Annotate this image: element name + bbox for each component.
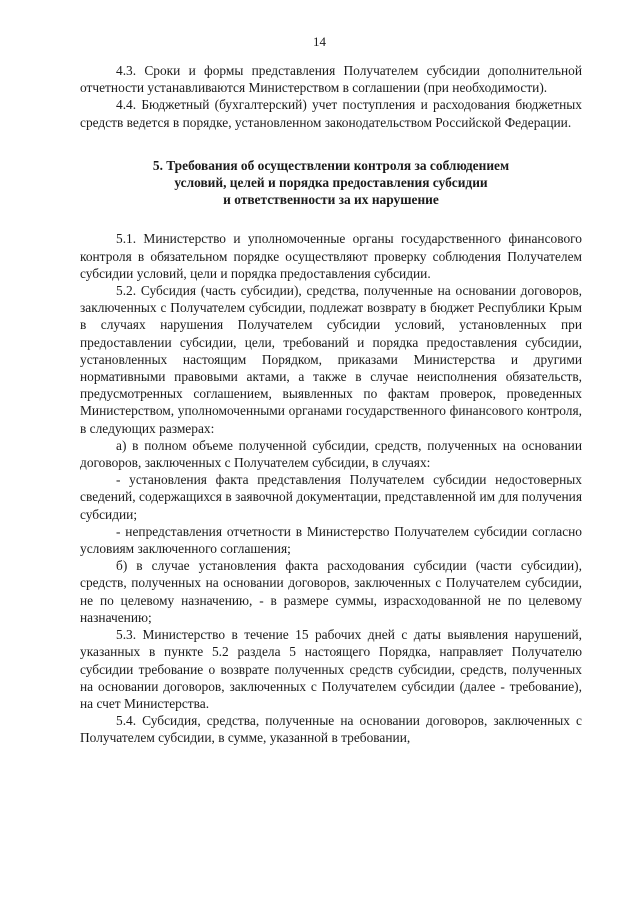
paragraph-5-2-a-item-1: - установления факта представления Получателем субсидии недостоверных сведений, содержащихся в заявочной документации, представленной им для получения субсидии; bbox=[80, 472, 582, 522]
paragraph-5-3: 5.3. Министерство в течение 15 рабочих дней с даты выявления нарушений, указанных в пункте 5.2 раздела 5 настоящего Порядка, направляет Получателю субсидии требование о возврате полученных средств субсидии, средств, полученных на основании договоров, заключенных с Получателем субсидии (далее - требование), на счет Министерства. bbox=[80, 627, 582, 711]
section-heading-line: условий, целей и порядка предоставления субсидии bbox=[174, 175, 488, 191]
paragraph-5-1: 5.1. Министерство и уполномоченные органы государственного финансового контроля в обязательном порядке осуществляют проверку соблюдения Получателем субсидии условий, цели и порядка предоставления субсидии. bbox=[80, 231, 582, 281]
section-heading-line: 5. Требования об осуществлении контроля за соблюдением bbox=[152, 157, 510, 173]
document-body bbox=[80, 62, 582, 747]
paragraph-5-4: 5.4. Субсидия, средства, полученные на основании договоров, заключенных с Получателем субсидии, в сумме, указанной в требовании, bbox=[80, 713, 582, 746]
paragraph-5-2-b: б) в случае установления факта расходования субсидии (части субсидии), средств, полученных на основании договоров, заключенных с Получателем субсидии, не по целевому назначению, - в размере суммы, израсходованной не по целевому назначению; bbox=[80, 558, 582, 625]
paragraph-5-2: 5.2. Субсидия (часть субсидии), средства, полученные на основании договоров, заключенных с Получателем субсидии, подлежат возврату в бюджет Республики Крым в случаях нарушения Получателем субсидии условий, установленных при предоставлении субсидии, цели, требований и порядка предоставления субсидии, установленных настоящим Порядком, приказами Министерства и другими нормативными правовыми актами, а также в случае неисполнения обязательств, предусмотренных соглашением, выявленных по фактам проверок, проведенных Министерством, уполномоченными органами государственного финансового контроля, в следующих размерах: bbox=[80, 283, 582, 436]
paragraph-5-2-a-item-2: - непредставления отчетности в Министерство Получателем субсидии согласно условиям заключенного соглашения; bbox=[80, 523, 582, 557]
page-number: 14 bbox=[313, 34, 326, 49]
paragraph-5-2-a: а) в полном объеме полученной субсидии, средств, полученных на основании договоров, заключенных с Получателем субсидии, в случаях: bbox=[80, 437, 582, 471]
section-heading-line: и ответственности за их нарушение bbox=[223, 192, 439, 208]
paragraph-4-3: 4.3. Сроки и формы представления Получателем субсидии дополнительной отчетности устанавливаются Министерством в соглашении (при необходимости). bbox=[80, 63, 582, 96]
section-5-heading bbox=[80, 157, 582, 209]
paragraph-4-4: 4.4. Бюджетный (бухгалтерский) учет поступления и расходования бюджетных средств ведется в порядке, установленном законодательством Российской Федерации. bbox=[80, 97, 582, 130]
